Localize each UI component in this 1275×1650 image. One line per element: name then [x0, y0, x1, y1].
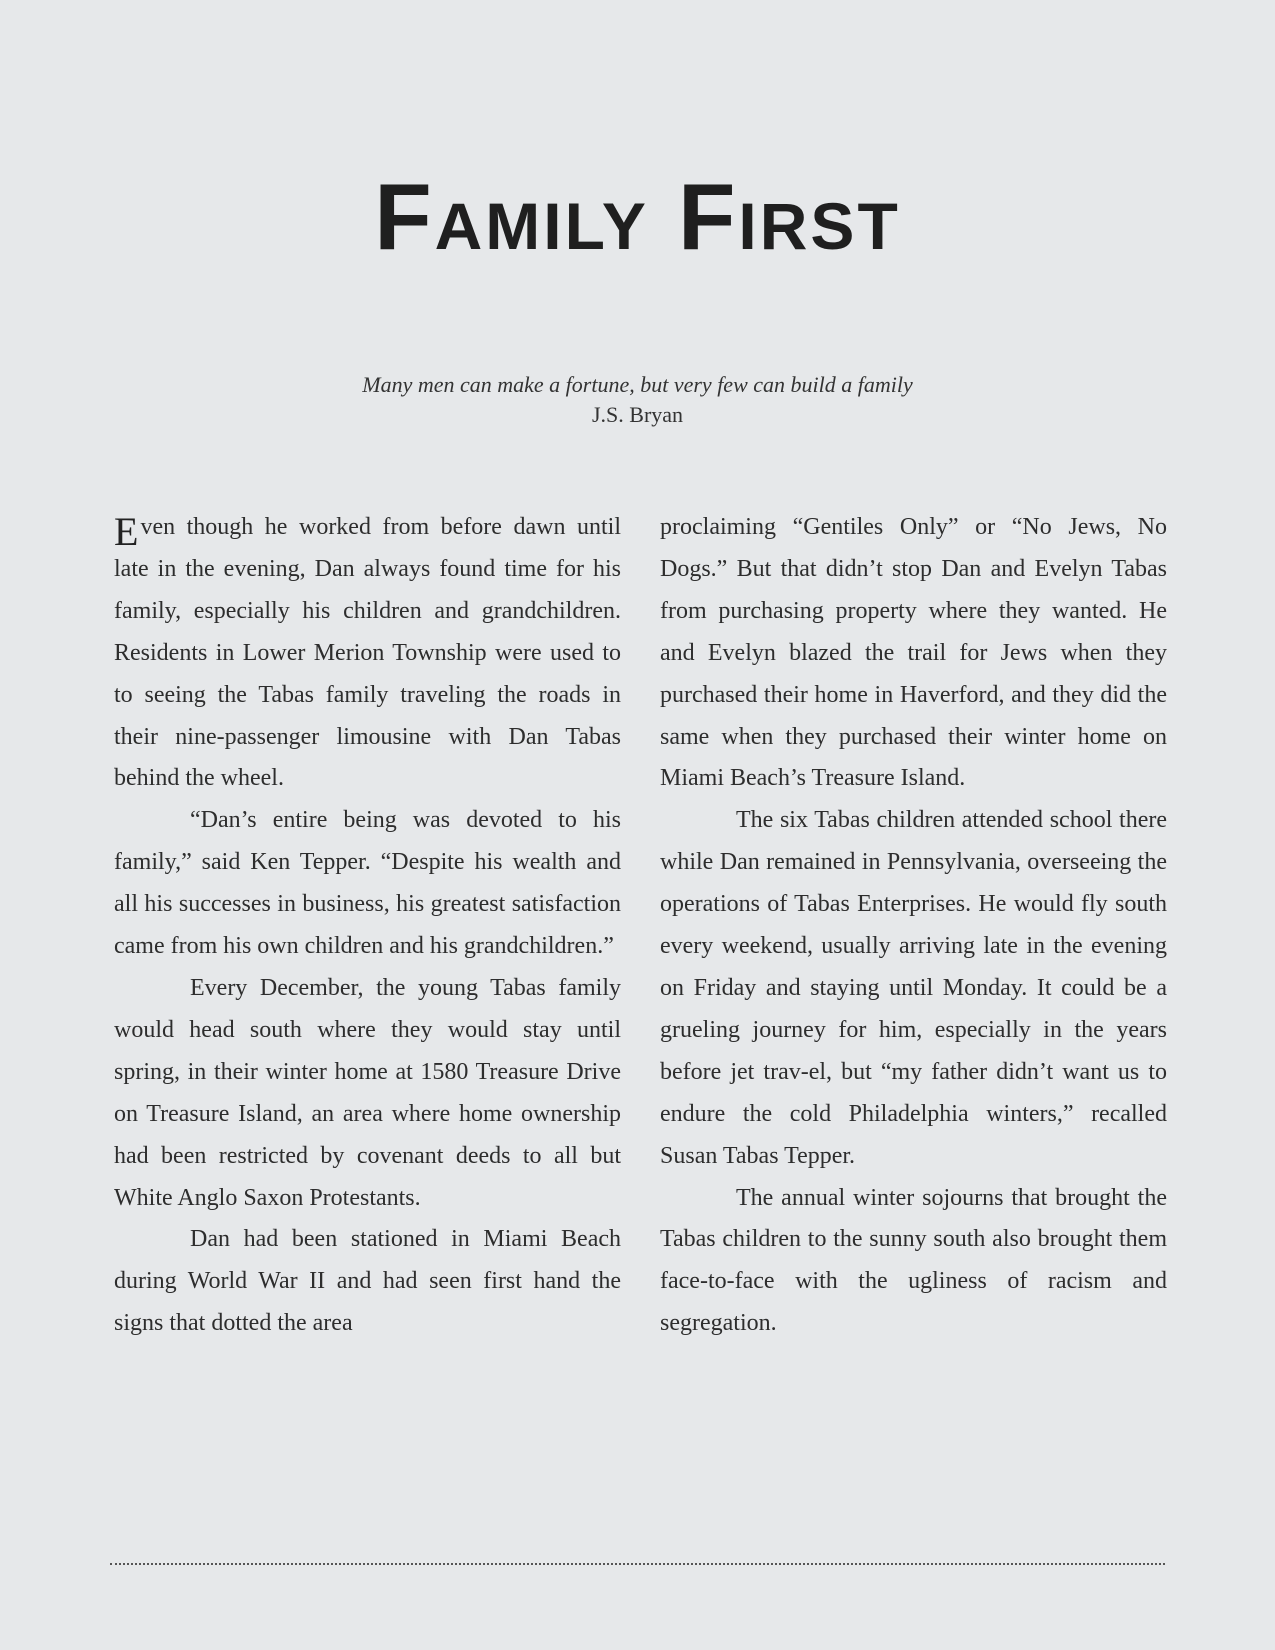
paragraph-1-text: ven though he worked from before dawn until late in the evening, Dan always found time for his family, especially his children and grandchildren. Residents in Lower Merion Township were used to to seeing the Tabas family traveling the roads in their nine-passenger limousine with Dan Tabas behind the wheel. [114, 514, 621, 792]
paragraph-5: The six Tabas children attended school there while Dan remained in Pennsylvania, overseeing the operations of Tabas Enterprises. He would fly south every weekend, usually arriving late in the evening on Friday and staying until Monday. It could be a grueling journey for him, especially in the years before jet trav-el, but “my father didn’t want us to endure the cold Philadelphia winters,” recalled Susan Tabas Tepper. [660, 807, 1167, 1169]
drop-cap: E [114, 509, 139, 554]
epigraph-quote: Many men can make a fortune, but very few can build a family [362, 372, 913, 397]
right-column [660, 507, 1167, 1345]
paragraph-1 [114, 507, 621, 800]
dotted-rule [110, 1563, 1165, 1565]
paragraph-3: Every December, the young Tabas family would head south where they would stay until spring, in their winter home at 1580 Treasure Drive on Treasure Island, an area where home ownership had been restricted by covenant deeds to all but White Anglo Saxon Protestants. [114, 974, 621, 1211]
left-column [114, 507, 621, 1345]
paragraph-2: “Dan’s entire being was devoted to his family,” said Ken Tepper. “Despite his wealth and all his successes in business, his greatest satisfaction came from his own children and his grandchildren.” [114, 807, 621, 960]
paragraph-6: The annual winter sojourns that brought the Tabas children to the sunny south also brought them face-to-face with the ugliness of racism and segregation. [660, 1184, 1167, 1337]
paragraph-4: Dan had been stationed in Miami Beach during World War II and had seen first hand the signs that dotted the area [114, 1226, 621, 1337]
epigraph [0, 370, 1275, 430]
epigraph-author: J.S. Bryan [591, 402, 684, 427]
paragraph-4-continued: proclaiming “Gentiles Only” or “No Jews, No Dogs.” But that didn’t stop Dan and Evelyn Tabas from purchasing property where they wanted. He and Evelyn blazed the trail for Jews when they purchased their home in Haverford, and they did the same when they purchased their winter home on Miami Beach’s Treasure Island. [660, 514, 1167, 792]
page-title: Family First [374, 164, 901, 269]
